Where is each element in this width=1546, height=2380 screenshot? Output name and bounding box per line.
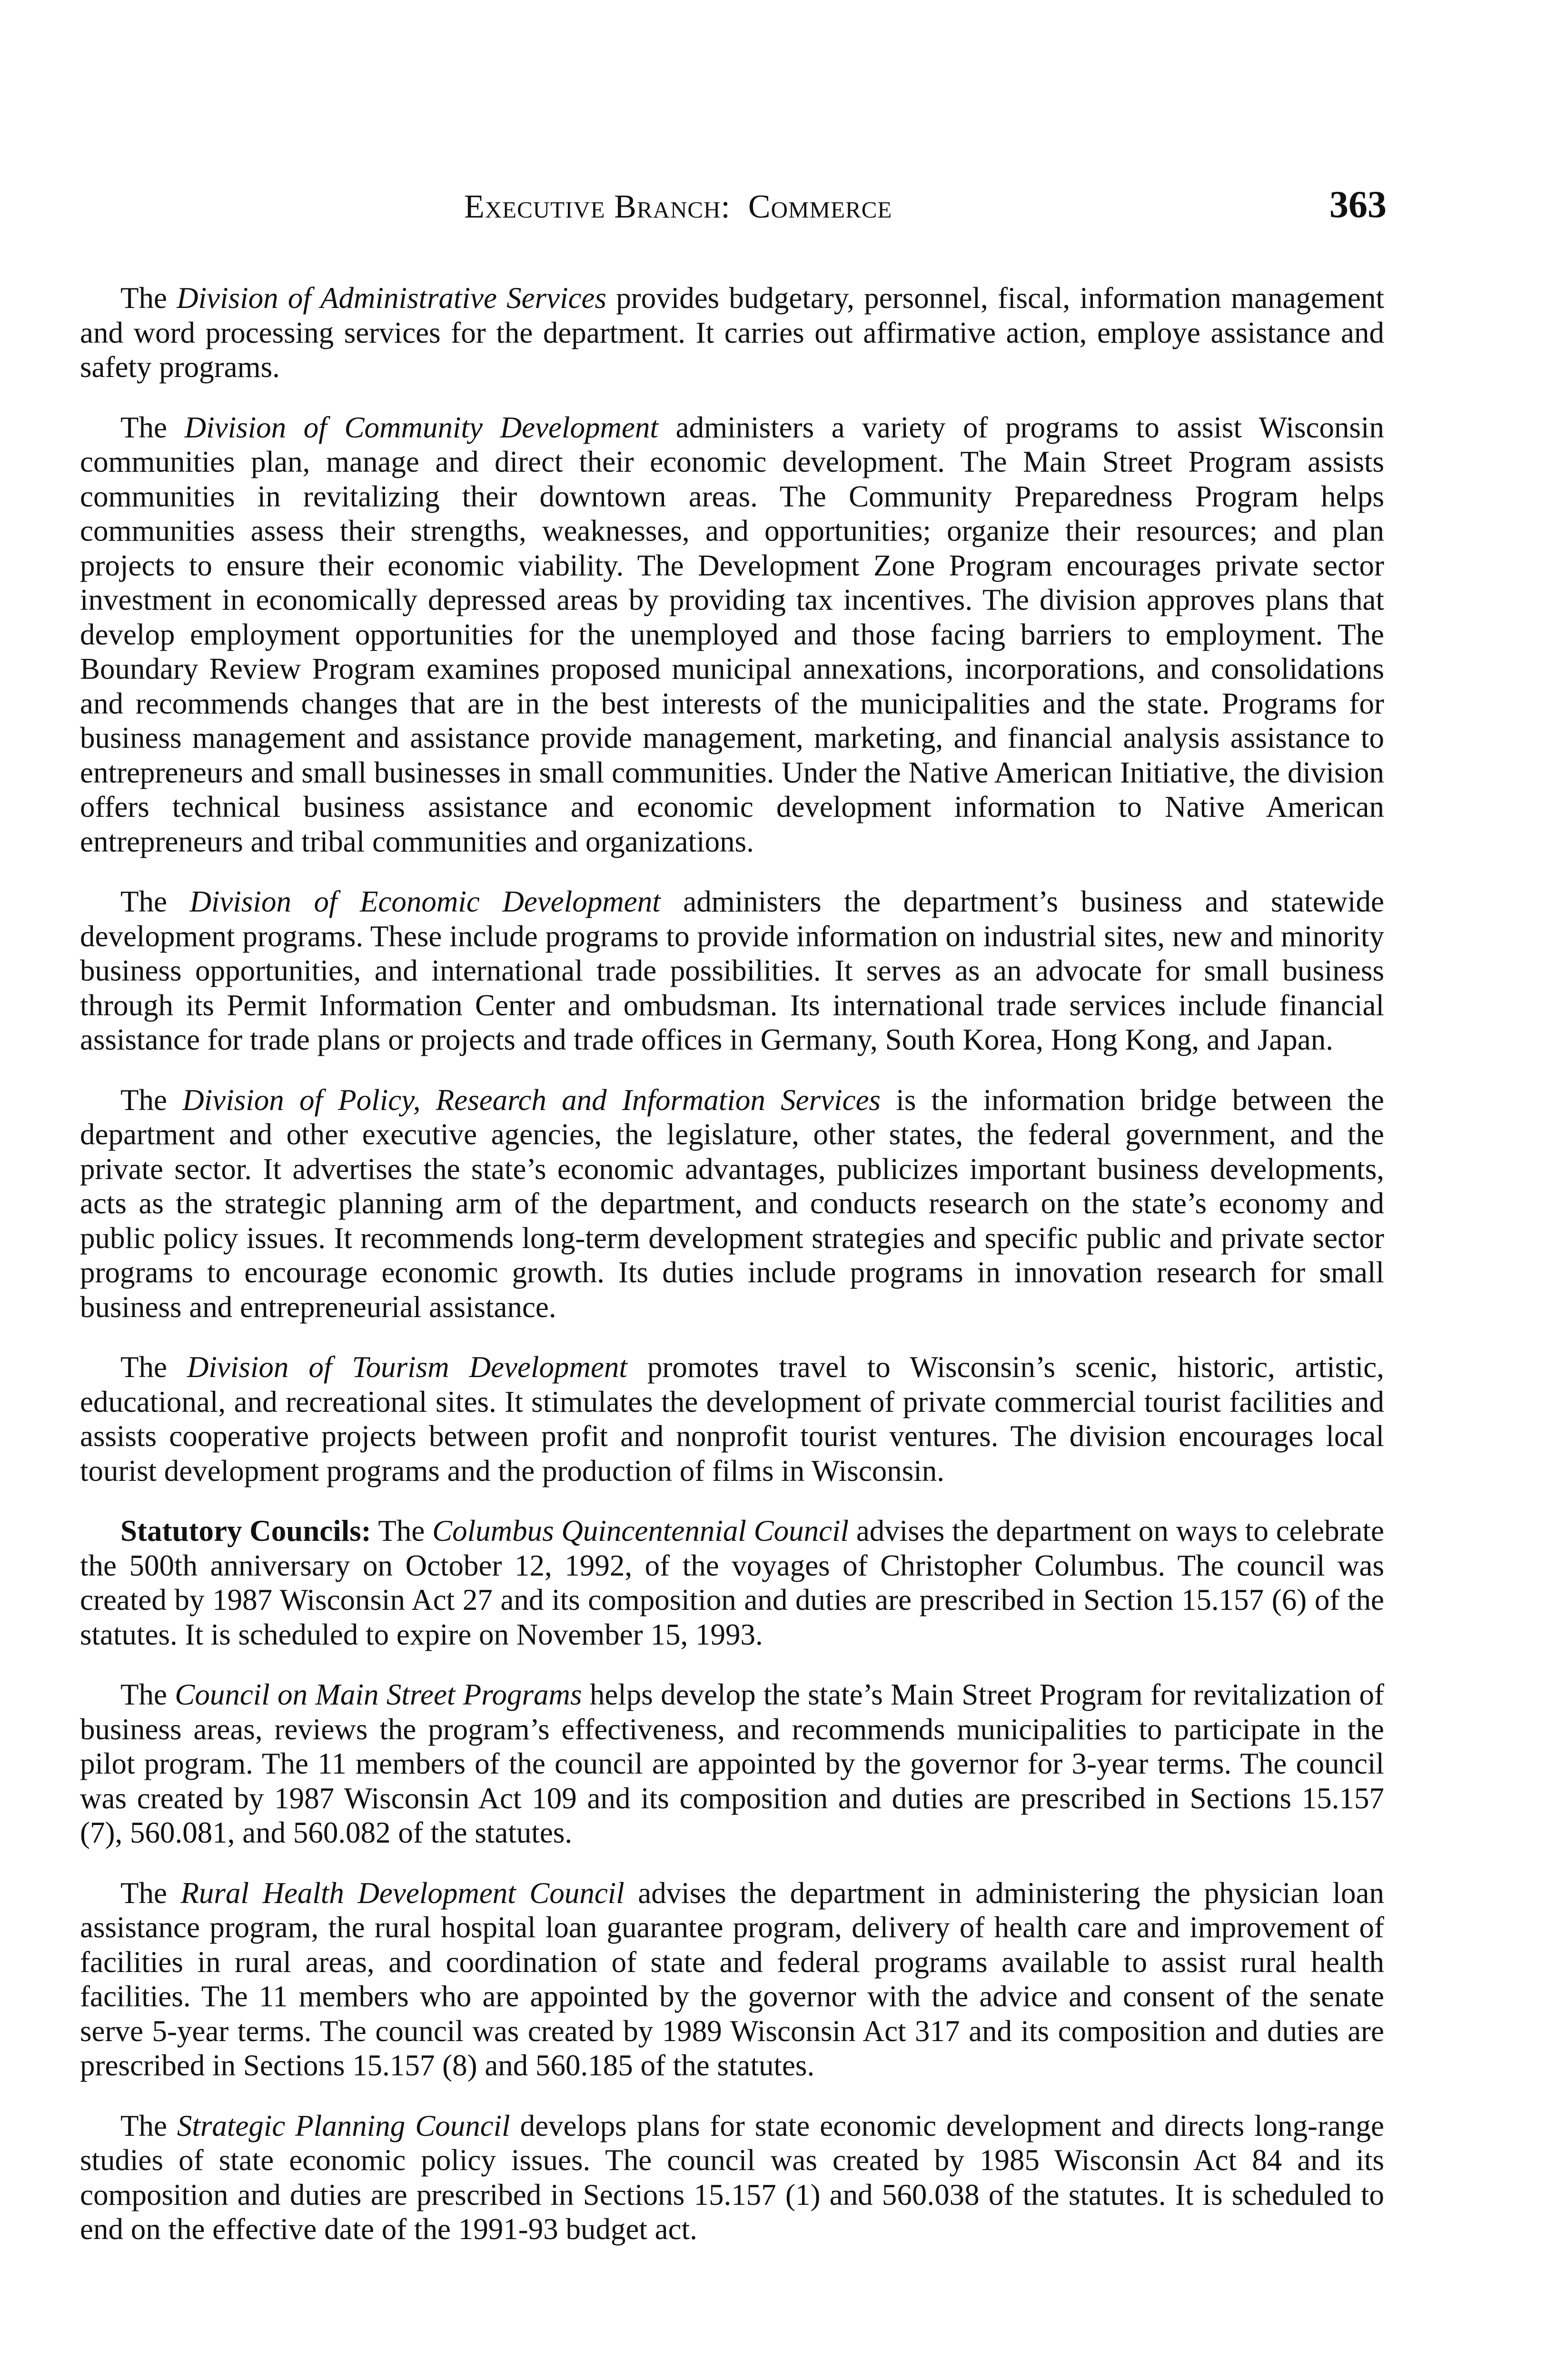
paragraph-main-street-council bbox=[80, 1677, 1384, 1850]
paragraph-text: is the information bridge between the department and other executive agencies, the legislature, other states, the federal government, and the private sector. It advertises the state’s economic advantages, publicizes important business developments, acts as the strategic planning arm of the department, and conducts research on the state’s economy and public policy issues. It recommends long-term development strategies and specific public and private sector programs to encourage economic growth. Its duties include programs in innovation research for small business and entrepreneurial assistance. bbox=[80, 1083, 1384, 1324]
paragraph-text: advises the department on ways to celebrate the 500th anniversary on October 12, 1992, of the voyages of Christopher Columbus. The council was created by 1987 Wisconsin Act 27 and its composition and duties are prescribed in Section 15.157 (6) of the statutes. It is scheduled to expire on November 15, 1993. bbox=[80, 1514, 1384, 1651]
paragraph-rural-health-council bbox=[80, 1876, 1384, 2083]
running-head bbox=[464, 188, 892, 226]
paragraph-text: promotes travel to Wisconsin’s scenic, historic, artistic, educational, and recreational sites. It stimulates the development of private commercial tourist facilities and assists cooperative projects between profit and nonprofit tourist ventures. The division encourages local tourist development programs and the production of films in Wisconsin. bbox=[80, 1350, 1384, 1488]
paragraph-strategic-planning-council bbox=[80, 2109, 1384, 2247]
paragraph-text: develops plans for state economic development and directs long-range studies of state economic policy issues. The council was created by 1985 Wisconsin Act 84 and its composition and duties are prescribed in Sections 15.157 (1) and 560.038 of the statutes. It is scheduled to end on the effective date of the 1991-93 budget act. bbox=[80, 2109, 1385, 2246]
paragraph-tourism-development bbox=[80, 1350, 1384, 1488]
paragraph-text: administers the department’s business and statewide development programs. These include programs to provide information on industrial sites, new and minority business opportunities, and international trade possibilities. It serves as an advocate for small business through its Permit Information Center and ombudsman. Its international trade services include financial assistance for trade plans or projects and trade offices in Germany, South Korea, Hong Kong, and Japan. bbox=[80, 885, 1384, 1056]
paragraph-policy-research bbox=[80, 1083, 1384, 1325]
paragraph-text: helps develop the state’s Main Street Program for revitalization of business areas, reviews the program’s effectiveness, and recommends municipalities to participate in the pilot program. The 11 members of the council are appointed by the governor for 3-year terms. The council was created by 1987 Wisconsin Act 109 and its composition and duties are prescribed in Sections 15.157 (7), 560.081, and 560.082 of the statutes. bbox=[80, 1678, 1385, 1849]
paragraph-lead: The bbox=[120, 1876, 181, 1910]
body-text bbox=[80, 281, 1384, 2272]
paragraph-text: administers a variety of programs to assist Wisconsin communities plan, manage and direct their economic development. The Main Street Program assists communities in revitalizing their downtown areas. The Community Preparedness Program helps communities assess their strengths, weaknesses, and opportunities; organize their resources; and plan projects to ensure their economic viability. The Development Zone Program encourages private sector investment in economically depressed areas by providing tax incentives. The division approves plans that develop employment opportunities for the unemployed and those facing barriers to employment. The Boundary Review Program examines proposed municipal annexations, incorporations, and consolidations and recommends changes that are in the best interests of the municipalities and the state. Programs for business management and assistance provide management, marketing, and financial analysis assistance to entrepreneurs and small businesses in small communities. Under the Native American Initiative, the division offers technical business assistance and economic development information to Native American entrepreneurs and tribal communities and organizations. bbox=[80, 410, 1384, 858]
running-head-section: Executive Branch: bbox=[464, 188, 731, 225]
paragraph-lead: The bbox=[120, 281, 177, 315]
paragraph-lead: The bbox=[120, 2109, 177, 2142]
division-name: Division of Community Development bbox=[184, 410, 658, 444]
paragraph-lead: The bbox=[120, 1083, 183, 1117]
paragraph-administrative-services bbox=[80, 281, 1384, 385]
division-name: Division of Administrative Services bbox=[177, 281, 607, 315]
paragraph-lead: The bbox=[120, 1678, 175, 1711]
council-name: Strategic Planning Council bbox=[177, 2109, 510, 2142]
paragraph-community-development bbox=[80, 410, 1384, 859]
paragraph-text: advises the department in administering the physician loan assistance program, the rural hospital loan guarantee program, delivery of health care and improvement of facilities in rural areas, and coordination of state and federal programs available to assist rural health facilities. The 11 members who are appointed by the governor with the advice and consent of the senate serve 5-year terms. The council was created by 1989 Wisconsin Act 317 and its composition and duties are prescribed in Sections 15.157 (8) and 560.185 of the statutes. bbox=[80, 1876, 1384, 2082]
division-name: Division of Policy, Research and Information Services bbox=[182, 1083, 881, 1117]
council-name: Columbus Quincentennial Council bbox=[432, 1514, 849, 1547]
council-name: Rural Health Development Council bbox=[180, 1876, 624, 1910]
paragraph-economic-development bbox=[80, 884, 1384, 1057]
page-header bbox=[0, 183, 1546, 236]
paragraph-lead: The bbox=[120, 410, 185, 444]
paragraph-lead: The bbox=[120, 885, 190, 918]
running-head-topic: Commerce bbox=[748, 188, 892, 225]
council-name: Council on Main Street Programs bbox=[175, 1678, 582, 1711]
paragraph-columbus-council bbox=[80, 1514, 1384, 1652]
page-number: 363 bbox=[1329, 184, 1387, 226]
paragraph-lead: The bbox=[371, 1514, 433, 1547]
paragraph-lead: The bbox=[120, 1350, 187, 1384]
section-heading: Statutory Councils: bbox=[120, 1514, 371, 1547]
paragraph-text: provides budgetary, personnel, fiscal, information management and word processing services for the department. It carries out affirmative action, employe assistance and safety programs. bbox=[80, 281, 1384, 384]
division-name: Division of Tourism Development bbox=[187, 1350, 627, 1384]
division-name: Division of Economic Development bbox=[189, 885, 661, 918]
